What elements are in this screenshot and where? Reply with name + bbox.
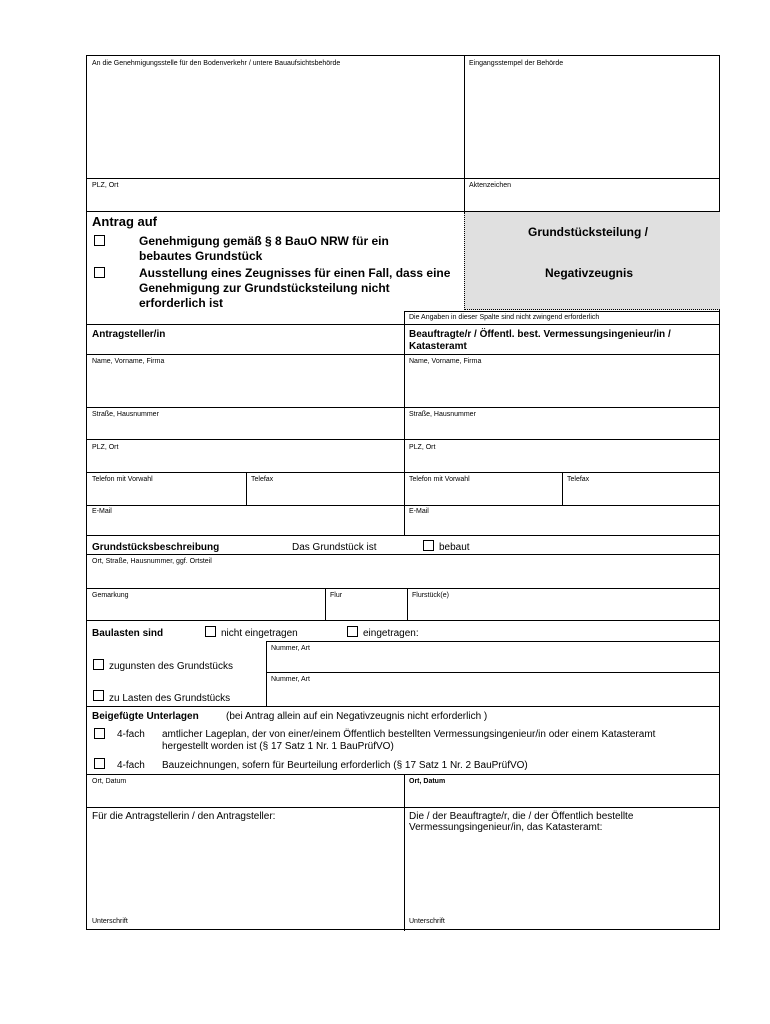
location-field[interactable] [87, 566, 720, 588]
baulast-number-label-1: Nummer, Art [271, 645, 310, 652]
applicant-plz-label: PLZ, Ort [92, 444, 119, 451]
column-note: Die Angaben in dieser Spalte sind nicht zwingend erforderlich [409, 314, 600, 321]
row-divider [87, 407, 720, 408]
rep-signature-field[interactable] [405, 836, 720, 916]
item1-checkbox[interactable] [94, 728, 105, 739]
flur-field[interactable] [326, 600, 407, 620]
at-expense-label: zu Lasten des Grundstücks [109, 693, 231, 704]
aktenzeichen-label: Aktenzeichen [469, 182, 512, 189]
applicant-street-label: Straße, Hausnummer [92, 411, 159, 418]
applicant-phone-label: Telefon mit Vorwahl [92, 476, 153, 483]
location-label: Ort, Straße, Hausnummer, ggf. Ortsteil [92, 558, 212, 565]
item1-line1: amtlicher Lageplan, der von einer/einem Öffentlich bestellten Vermessungsingenieur/in oder einem Katasteramt [162, 729, 656, 740]
item2-text: Bauzeichnungen, sofern für Beurteilung erforderlich (§ 17 Satz 1 Nr. 2 BauPrüfVO) [162, 760, 528, 771]
in-favor-checkbox[interactable] [93, 659, 104, 670]
baulast-number-label-2: Nummer, Art [271, 676, 310, 683]
ort-datum-left-label: Ort, Datum [92, 778, 127, 785]
applicant-fax-label: Telefax [251, 476, 274, 483]
property-status-label: Das Grundstück ist [292, 542, 377, 553]
authority-plz-label: PLZ, Ort [92, 182, 119, 189]
applicant-signature-label: Für die Antragstellerin / den Antragsteller: [92, 811, 276, 822]
applicant-name-label: Name, Vorname, Firma [92, 358, 165, 365]
applicant-email-label: E-Mail [92, 508, 112, 515]
registered-label: eingetragen: [363, 628, 419, 639]
row-divider [87, 354, 720, 355]
applicant-email-field[interactable] [87, 516, 404, 535]
flurstueck-label: Flurstück(e) [412, 592, 449, 599]
representative-heading: Beauftragte/r / Öffentl. best. Vermessungsingenieur/in / Katasteramt [409, 329, 671, 352]
row-divider [266, 672, 720, 673]
flur-label: Flur [330, 592, 343, 599]
ort-datum-right-field[interactable] [405, 786, 720, 807]
applicant-signature-field[interactable] [87, 836, 404, 916]
row-divider [87, 439, 720, 440]
option1-label: Genehmigung gemäß § 8 BauO NRW für ein bebautes Grundstück [139, 234, 389, 263]
gemarkung-label: Gemarkung [92, 592, 129, 599]
attachments-note: (bei Antrag allein auf ein Negativzeugnis nicht erforderlich ) [226, 711, 488, 722]
rep-signature-line1: Die / der Beauftragte/r, die / der Öffentlich bestellte [409, 811, 634, 822]
rep-fax-label: Telefax [567, 476, 590, 483]
option2-checkbox[interactable] [94, 267, 105, 278]
unterschrift-left-label: Unterschrift [92, 918, 128, 925]
rep-street-label: Straße, Hausnummer [409, 411, 476, 418]
gemarkung-field[interactable] [87, 600, 325, 620]
applicant-plz-field[interactable] [87, 452, 404, 472]
row-divider [87, 472, 720, 473]
option2-label: Ausstellung eines Zeugnisses für einen Fall, dass eine Genehmigung zur Grundstücksteilung nicht erforderlich ist [139, 266, 451, 310]
stamp-label: Eingangsstempel der Behörde [469, 60, 564, 67]
authority-plz-field[interactable] [87, 190, 464, 211]
row-divider [266, 641, 720, 642]
in-favor-label: zugunsten des Grundstücks [109, 661, 233, 672]
applicant-phone-field[interactable] [87, 484, 246, 505]
ort-datum-right-label: Ort, Datum [409, 778, 446, 785]
bebaut-checkbox[interactable] [423, 540, 434, 551]
row-divider [87, 620, 720, 621]
form-title: Grundstücksteilung / [528, 225, 649, 239]
rep-plz-field[interactable] [405, 452, 720, 472]
baulast-number-field-1[interactable] [267, 653, 720, 672]
row-divider [87, 588, 720, 589]
row-divider [87, 535, 720, 536]
option1-checkbox[interactable] [94, 235, 105, 246]
antrag-heading: Antrag auf [92, 214, 157, 229]
rep-street-field[interactable] [405, 419, 720, 439]
at-expense-checkbox[interactable] [93, 690, 104, 701]
not-registered-checkbox[interactable] [205, 626, 216, 637]
registered-checkbox[interactable] [347, 626, 358, 637]
application-form [86, 55, 720, 930]
property-heading: Grundstücksbeschreibung [92, 542, 220, 553]
rep-phone-field[interactable] [405, 484, 562, 505]
rep-name-field[interactable] [405, 366, 720, 408]
row-divider [87, 706, 720, 707]
row-divider [87, 178, 720, 179]
baulasten-heading: Baulasten sind [92, 628, 164, 639]
aktenzeichen-field[interactable] [465, 190, 720, 211]
baulast-number-field-2[interactable] [267, 684, 720, 706]
addressee-field[interactable] [87, 68, 464, 178]
rep-phone-label: Telefon mit Vorwahl [409, 476, 470, 483]
rep-fax-field[interactable] [563, 484, 720, 505]
rep-name-label: Name, Vorname, Firma [409, 358, 482, 365]
item1-count: 4-fach [117, 729, 145, 740]
item1-line2: hergestellt worden ist (§ 17 Satz 1 Nr. 1 BauPrüfVO) [162, 741, 394, 752]
item2-checkbox[interactable] [94, 758, 105, 769]
rep-email-label: E-Mail [409, 508, 429, 515]
addressee-label: An die Genehmigungsstelle für den Bodenverkehr / untere Bauaufsichtsbehörde [92, 60, 341, 67]
form-subtitle: Negativzeugnis [545, 266, 634, 280]
row-divider [87, 505, 720, 506]
applicant-name-field[interactable] [87, 366, 404, 408]
attachments-heading: Beigefügte Unterlagen [92, 711, 199, 722]
item2-count: 4-fach [117, 760, 145, 771]
row-divider [87, 807, 720, 808]
ort-datum-left-field[interactable] [87, 786, 404, 807]
applicant-street-field[interactable] [87, 419, 404, 439]
applicant-heading: Antragsteller/in [92, 329, 166, 340]
row-divider [87, 554, 720, 555]
not-registered-label: nicht eingetragen [221, 628, 298, 639]
applicant-fax-field[interactable] [247, 484, 404, 505]
unterschrift-right-label: Unterschrift [409, 918, 445, 925]
flurstueck-field[interactable] [408, 600, 720, 620]
stamp-field [465, 68, 720, 178]
row-divider [404, 311, 720, 312]
rep-email-field[interactable] [405, 516, 720, 535]
bebaut-label: bebaut [439, 542, 470, 553]
rep-plz-label: PLZ, Ort [409, 444, 436, 451]
rep-signature-line2: Vermessungsingenieur/in, das Katasteramt: [409, 822, 603, 833]
